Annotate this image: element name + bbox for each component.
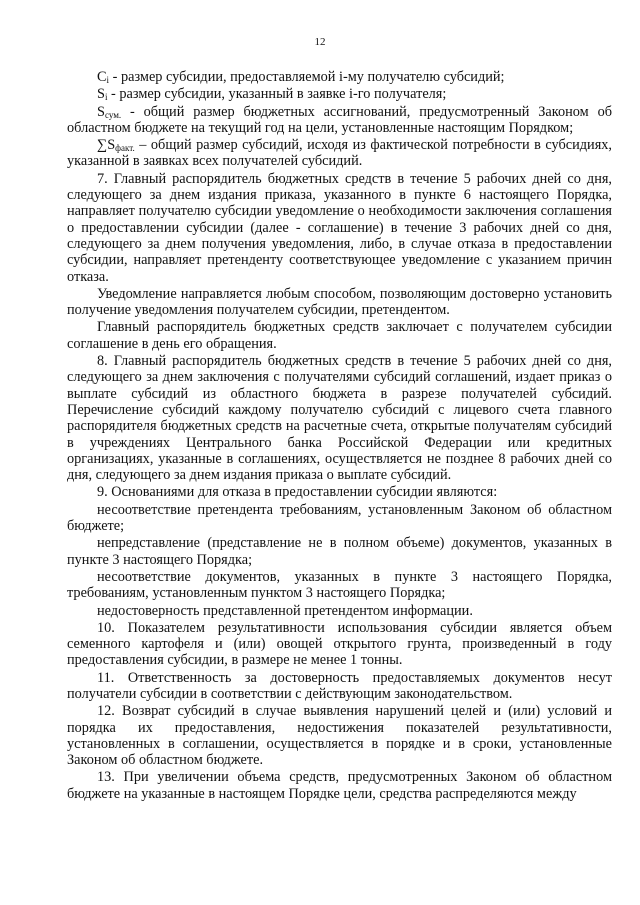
paragraph-7-notification: Уведомление направляется любым способом, позволяющим достоверно установить получение уведомления получателем субсидии, претендентом. [67, 285, 612, 319]
paragraph-11: 11. Ответственность за достоверность предоставляемых документов несут получатели субсидии в соответствии с действующим законодательством. [67, 669, 612, 702]
legend-text-sfact: – общий размер субсидий, исходя из фактической потребности в субсидиях, указанной в заявках всех получателей субсидий. [67, 137, 612, 170]
paragraph-9: 9. Основаниями для отказа в предоставлении субсидии являются: [97, 484, 498, 501]
paragraph-8: 8. Главный распорядитель бюджетных средств в течение 5 рабочих дней со дня, следующего за днем заключения с получателями субсидий соглашений, издает приказ о выплате субсидий из областного бюджета в разрезе получателей субсидий. Перечисление субсидий каждому получателю субсидий с лицевого счета главного распорядителя бюджетных средств на расчетные счета, открытые получателям субсидий в учреждениях Центрального банка Российской Федерации или кредитных организациях, указанные в соглашениях, осуществляется не позднее 8 рабочих дней со дня, следующего за днем издания приказа о выплате субсидий. [67, 353, 612, 484]
subscript-ci: i [106, 75, 110, 85]
paragraph-9-item-4: недостоверность представленной претендентом информации. [97, 602, 473, 619]
formula-legend-si [67, 86, 612, 102]
subscript-si: i [104, 92, 108, 103]
symbol-ssum: S [97, 103, 105, 120]
legend-text-ssum: - общий размер бюджетных ассигнований, предусмотренный Законом об областном бюджете на текущий год на цели, установленные настоящим Порядком; [67, 103, 612, 136]
subscript-sfact: факт. [115, 143, 135, 154]
paragraph-7-agreement: Главный распорядитель бюджетных средств заключает с получателем субсидии соглашение в день его обращения. [67, 319, 612, 352]
paragraph-9-item-3: несоответствие документов, указанных в пункте 3 настоящего Порядка, требованиям, установленным пунктом 3 настоящего Порядка; [67, 568, 612, 602]
paragraph-9-item-2: непредставление (представление не в полном объеме) документов, указанных в пункте 3 настоящего Порядка; [67, 535, 612, 568]
legend-text-ci: - размер субсидии, предоставляемой i-му получателю субсидий; [109, 69, 505, 85]
subscript-ssum: сум. [104, 109, 122, 120]
paragraph-13: 13. При увеличении объема средств, предусмотренных Законом об областном бюджете на указанные в настоящем Порядке цели, средства распределяются между [67, 769, 612, 802]
paragraph-9-item-1: несоответствие претендента требованиям, установленным Законом об областном бюджете; [67, 501, 612, 535]
paragraph-10: 10. Показателем результативности использования субсидии является объем семенного картофеля и (или) овощей открытого грунта, произведенный в году предоставления субсидии, в размере не менее 1 тонны. [67, 619, 612, 669]
document-body [67, 69, 612, 803]
symbol-ci: C [97, 69, 107, 85]
legend-text-si: - размер субсидии, указанный в заявке i-го получателя; [107, 86, 447, 103]
paragraph-12: 12. Возврат субсидий в случае выявления нарушений целей и (или) условий и порядка их предоставления, недостижения показателей результативности, установленных в соглашении, осуществляется в порядке и в сроки, установленные Законом об областном бюджете. [67, 703, 612, 769]
formula-legend-sfact [67, 137, 612, 170]
formula-legend-ssum [67, 104, 612, 137]
page-number: 12 [314, 36, 326, 48]
symbol-si: S [97, 86, 105, 103]
symbol-sfact: ∑S [97, 137, 116, 154]
formula-legend-ci [67, 69, 612, 85]
paragraph-7: 7. Главный распорядитель бюджетных средств в течение 5 рабочих дней со дня, следующего за днем издания приказа, указанного в пункте 6 настоящего Порядка, направляет получателю субсидии уведомление о необходимости заключения соглашения о предоставлении субсидии (далее - соглашение) в течение 3 рабочих дней со дня, следующего за днем получения уведомления, либо, в случае отказа в предоставлении субсидии, направляет претенденту соответствующее уведомление с указанием причин отказа. [67, 170, 612, 285]
